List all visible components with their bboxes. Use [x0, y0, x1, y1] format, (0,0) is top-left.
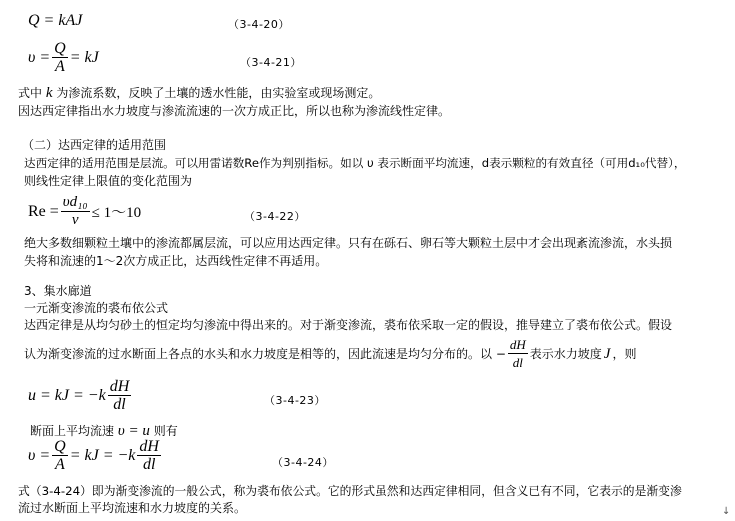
text-line [18, 86, 380, 100]
eq-rhs: = kJ [69, 48, 99, 66]
fraction [52, 438, 68, 473]
subsection-heading: 一元渐变渗流的裘布依公式 [24, 301, 169, 315]
equation-3-4-22 [28, 194, 143, 229]
text-line [24, 336, 638, 371]
fraction-numerator: Q [54, 40, 66, 57]
text-fragment: ，则 [612, 346, 637, 361]
equation-number: （3-4-21） [240, 56, 302, 69]
fraction-denominator: A [52, 455, 68, 473]
fraction-numerator: dH [139, 438, 159, 455]
eq-mid: = kJ = −k [69, 446, 136, 464]
section-heading: 3、集水廊道 [24, 284, 92, 298]
eq-rhs: ≤ 1～10 [91, 205, 142, 221]
eq-lhs: Re = [28, 202, 59, 220]
fraction-numerator: dH [109, 378, 130, 395]
text-line: 失将和流速的1～2次方成正比，达西线性定律不再适用。 [24, 254, 328, 268]
text-line: 达西定律的适用范围是层流。可以用雷诺数Re作为判别指标。如以 υ 表示断面平均流速，d表示颗粒的有效直径（可用d₁₀代替）， [24, 156, 686, 170]
eq-lhs: υ = [28, 48, 51, 66]
equation-3-4-21 [28, 40, 101, 75]
text-fragment: 为渗流系数，反映了土壤的透水性能，由实验室或现场测定。 [56, 86, 381, 100]
equation-3-4-23 [28, 378, 133, 413]
equation-number: （3-4-24） [272, 456, 334, 469]
fraction-denominator: dl [137, 455, 161, 473]
equation-3-4-20: Q = kAJ [28, 12, 83, 29]
text-line: 因达西定律指出水力坡度与渗流流速的一次方成正比，所以也称为渗流线性定律。 [18, 104, 451, 118]
fraction [108, 378, 132, 413]
fraction [137, 438, 161, 473]
equation-3-4-24 [28, 438, 163, 473]
fraction-denominator: A [52, 57, 68, 75]
text-line [30, 424, 178, 438]
eq-lhs: υ = [28, 446, 51, 464]
fraction [52, 40, 68, 75]
text-line: 流过水断面上平均流速和水力坡度的关系。 [18, 501, 247, 515]
text-line: 绝大多数细颗粒土壤中的渗流都属层流，可以应用达西定律。只有在砾石、卵石等大颗粒土层中才会出现紊流渗流，水头损 [24, 236, 673, 250]
fraction [61, 194, 90, 229]
equation-number: （3-4-20） [228, 18, 290, 31]
equation-number: （3-4-22） [244, 210, 306, 223]
paragraph-mark: ↓ [722, 506, 731, 517]
text-line: 达西定律是从均匀砂土的恒定均匀渗流中得出来的。对于渐变渗流，裘布依采取一定的假设，推导建立了裘布依公式。假设 [24, 318, 673, 332]
fraction [508, 336, 528, 371]
fraction-denominator: ν [61, 211, 90, 229]
text-line: 式（3-4-24）即为渐变渗流的一般公式，称为裘布依公式。它的形式虽然和达西定律相同，但含义已有不同，它表示的是渐变渗 [18, 484, 682, 498]
inline-formula: υ = u [117, 423, 150, 439]
fraction-numerator: υd₁₀ [62, 194, 88, 210]
text-fragment: 认为渐变渗流的过水断面上各点的水头和水力坡度是相等的，因此流速是均匀分布的。以 − [24, 346, 506, 361]
text-fragment: 断面上平均流速 [30, 424, 115, 438]
fraction-numerator: dH [509, 337, 526, 352]
math-variable: J [603, 345, 611, 362]
text-fragment: 则有 [153, 424, 178, 438]
text-fragment: 式中 [18, 86, 43, 100]
section-heading: （二）达西定律的适用范围 [22, 138, 167, 152]
fraction-denominator: dl [508, 353, 528, 371]
equation-number: （3-4-23） [264, 394, 326, 407]
text-fragment: 表示水力坡度 [529, 346, 602, 361]
text-line: 则线性定律上限值的变化范围为 [24, 174, 193, 188]
eq-lhs: u = kJ = −k [28, 386, 106, 404]
fraction-numerator: Q [54, 438, 66, 455]
math-variable: k [45, 85, 53, 101]
fraction-denominator: dl [108, 395, 132, 413]
